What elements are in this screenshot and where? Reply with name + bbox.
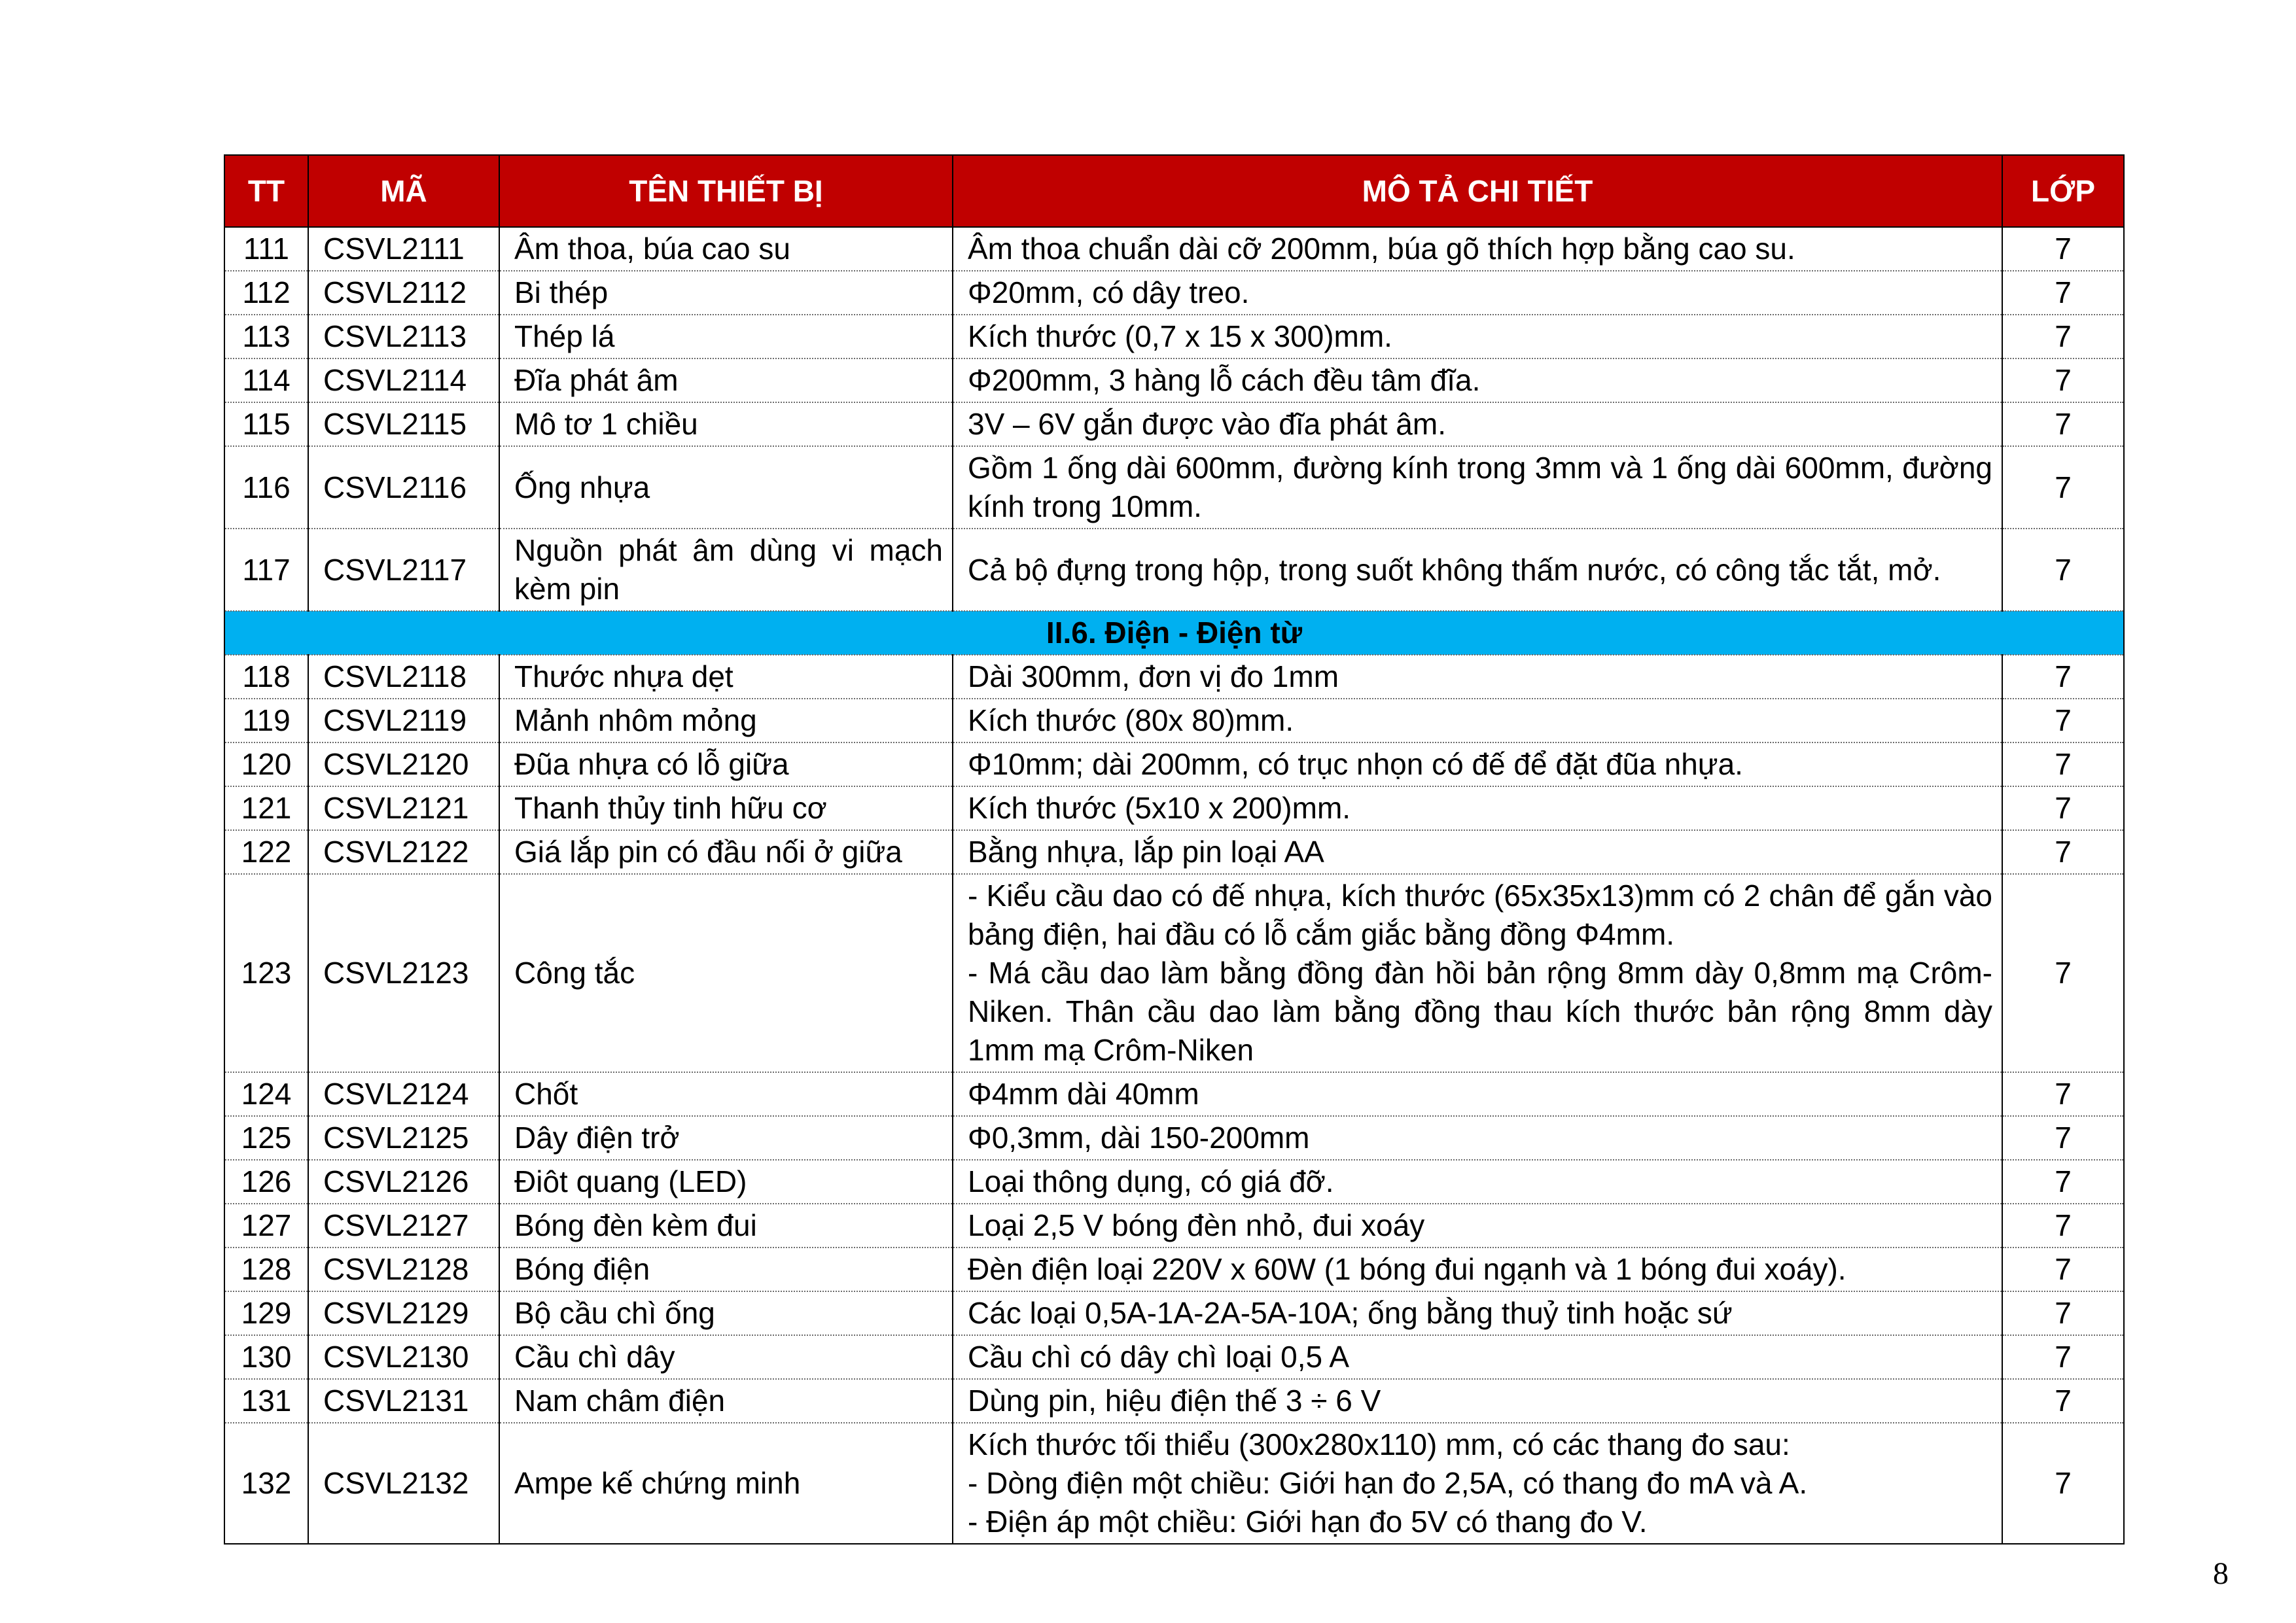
cell-lop: 7 [2002,655,2124,699]
cell-tt: 114 [224,358,308,402]
cell-ten-thiet-bi: Giá lắp pin có đầu nối ở giữa [499,830,953,874]
cell-lop: 7 [2002,315,2124,358]
table-row [224,315,2124,358]
table-row [224,786,2124,830]
cell-ten-thiet-bi: Chốt [499,1072,953,1116]
cell-ma: CSVL2124 [308,1072,499,1116]
description-paragraph: Loại thông dụng, có giá đỡ. [968,1164,1334,1198]
table-row [224,1072,2124,1116]
cell-tt: 130 [224,1335,308,1379]
table-row [224,1204,2124,1248]
cell-ten-thiet-bi: Âm thoa, búa cao su [499,227,953,271]
cell-lop: 7 [2002,402,2124,446]
cell-tt: 113 [224,315,308,358]
cell-mo-ta [953,1248,2002,1291]
cell-tt: 115 [224,402,308,446]
cell-ten-thiet-bi: Nam châm điện [499,1379,953,1423]
cell-ten-thiet-bi: Bộ cầu chì ống [499,1291,953,1335]
cell-tt: 118 [224,655,308,699]
cell-tt: 117 [224,529,308,611]
cell-mo-ta [953,699,2002,742]
description-paragraph: 3V – 6V gắn được vào đĩa phát âm. [968,407,1446,441]
description-paragraph: - Má cầu dao làm bằng đồng đàn hồi bản rộng 8mm dày 0,8mm mạ Crôm-Niken. Thân cầu dao làm bằng đồng thau kích thước bản rộng 8mm dày 1mm mạ Crôm-Niken [968,956,1992,1067]
cell-tt: 121 [224,786,308,830]
table-row [224,699,2124,742]
cell-ten-thiet-bi: Thanh thủy tinh hữu cơ [499,786,953,830]
description-paragraph: Φ20mm, có dây treo. [968,275,1250,309]
description-paragraph: Φ10mm; dài 200mm, có trục nhọn có đế để đặt đũa nhựa. [968,747,1743,781]
cell-tt: 127 [224,1204,308,1248]
cell-tt: 111 [224,227,308,271]
cell-ten-thiet-bi: Công tắc [499,874,953,1072]
table-row [224,1160,2124,1204]
description-paragraph: Loại 2,5 V bóng đèn nhỏ, đui xoáy [968,1208,1425,1242]
table-row [224,742,2124,786]
cell-ma: CSVL2126 [308,1160,499,1204]
cell-mo-ta [953,1116,2002,1160]
cell-ma: CSVL2132 [308,1423,499,1544]
cell-lop: 7 [2002,1291,2124,1335]
cell-ten-thiet-bi: Ống nhựa [499,446,953,529]
description-paragraph: Cả bộ đựng trong hộp, trong suốt không thấm nước, có công tắc tắt, mở. [968,552,1941,587]
header-ma: MÃ [308,155,499,227]
header-row [224,155,2124,227]
cell-tt: 123 [224,874,308,1072]
cell-mo-ta [953,402,2002,446]
cell-mo-ta [953,315,2002,358]
header-ten-thiet-bi: TÊN THIẾT BỊ [499,155,953,227]
cell-ten-thiet-bi: Bóng đèn kèm đui [499,1204,953,1248]
cell-ma: CSVL2115 [308,402,499,446]
cell-mo-ta [953,1204,2002,1248]
description-paragraph: Kích thước tối thiểu (300x280x110) mm, có các thang đo sau: [968,1427,1790,1461]
description-paragraph: Gồm 1 ống dài 600mm, đường kính trong 3mm và 1 ống dài 600mm, đường kính trong 10mm. [968,451,1992,523]
cell-ten-thiet-bi: Cầu chì dây [499,1335,953,1379]
description-paragraph: - Kiểu cầu dao có đế nhựa, kích thước (65x35x13)mm có 2 chân để gắn vào bảng điện, hai đầu có lỗ cắm giắc bằng đồng Φ4mm. [968,879,1992,951]
table-row [224,874,2124,1072]
cell-lop: 7 [2002,699,2124,742]
cell-lop: 7 [2002,446,2124,529]
cell-mo-ta [953,830,2002,874]
table-header [224,155,2124,227]
cell-mo-ta [953,1335,2002,1379]
table-row [224,1291,2124,1335]
table-row [224,402,2124,446]
cell-tt: 122 [224,830,308,874]
cell-mo-ta [953,655,2002,699]
cell-lop: 7 [2002,358,2124,402]
cell-lop: 7 [2002,1335,2124,1379]
cell-lop: 7 [2002,874,2124,1072]
cell-tt: 119 [224,699,308,742]
cell-ma: CSVL2112 [308,271,499,315]
description-paragraph: Âm thoa chuẩn dài cỡ 200mm, búa gõ thích hợp bằng cao su. [968,232,1795,266]
table-row [224,227,2124,271]
cell-mo-ta [953,1291,2002,1335]
table-row [224,446,2124,529]
table-row [224,271,2124,315]
cell-ten-thiet-bi: Nguồn phát âm dùng vi mạch kèm pin [499,529,953,611]
cell-ma: CSVL2117 [308,529,499,611]
description-paragraph: Kích thước (0,7 x 15 x 300)mm. [968,319,1392,353]
cell-tt: 116 [224,446,308,529]
cell-ma: CSVL2131 [308,1379,499,1423]
cell-ten-thiet-bi: Dây điện trở [499,1116,953,1160]
cell-mo-ta [953,358,2002,402]
cell-ma: CSVL2123 [308,874,499,1072]
cell-ten-thiet-bi: Mô tơ 1 chiều [499,402,953,446]
table-row [224,1248,2124,1291]
cell-mo-ta [953,874,2002,1072]
cell-mo-ta [953,271,2002,315]
cell-ma: CSVL2116 [308,446,499,529]
cell-tt: 112 [224,271,308,315]
cell-lop: 7 [2002,1072,2124,1116]
cell-tt: 126 [224,1160,308,1204]
cell-ma: CSVL2119 [308,699,499,742]
cell-ma: CSVL2118 [308,655,499,699]
cell-lop: 7 [2002,1160,2124,1204]
description-paragraph: Dài 300mm, đơn vị đo 1mm [968,659,1339,693]
cell-ma: CSVL2129 [308,1291,499,1335]
cell-lop: 7 [2002,830,2124,874]
cell-lop: 7 [2002,227,2124,271]
table-row [224,1379,2124,1423]
cell-mo-ta [953,1379,2002,1423]
cell-lop: 7 [2002,1116,2124,1160]
description-paragraph: - Dòng điện một chiều: Giới hạn đo 2,5A, có thang đo mA và A. [968,1466,1808,1500]
cell-ten-thiet-bi: Bi thép [499,271,953,315]
header-tt: TT [224,155,308,227]
cell-ten-thiet-bi: Bóng điện [499,1248,953,1291]
cell-mo-ta [953,786,2002,830]
cell-tt: 124 [224,1072,308,1116]
description-paragraph: Φ4mm dài 40mm [968,1077,1199,1111]
cell-tt: 131 [224,1379,308,1423]
cell-lop: 7 [2002,529,2124,611]
cell-ten-thiet-bi: Đũa nhựa có lỗ giữa [499,742,953,786]
cell-mo-ta [953,1072,2002,1116]
cell-ten-thiet-bi: Điôt quang (LED) [499,1160,953,1204]
cell-ma: CSVL2120 [308,742,499,786]
description-paragraph: Φ200mm, 3 hàng lỗ cách đều tâm đĩa. [968,363,1481,397]
cell-lop: 7 [2002,1248,2124,1291]
cell-mo-ta [953,227,2002,271]
cell-mo-ta [953,529,2002,611]
description-paragraph: Các loại 0,5A-1A-2A-5A-10A; ống bằng thuỷ tinh hoặc sứ [968,1296,1733,1330]
cell-ma: CSVL2127 [308,1204,499,1248]
description-paragraph: Kích thước (80x 80)mm. [968,703,1294,737]
table-row [224,1116,2124,1160]
cell-mo-ta [953,742,2002,786]
table-body [224,227,2124,1544]
description-paragraph: Đèn điện loại 220V x 60W (1 bóng đui ngạnh và 1 bóng đui xoáy). [968,1252,1846,1286]
description-paragraph: Bằng nhựa, lắp pin loại AA [968,835,1324,869]
description-paragraph: - Điện áp một chiều: Giới hạn đo 5V có thang đo V. [968,1505,1648,1539]
cell-ma: CSVL2122 [308,830,499,874]
cell-lop: 7 [2002,742,2124,786]
description-paragraph: Dùng pin, hiệu điện thế 3 ÷ 6 V [968,1384,1381,1418]
cell-ma: CSVL2113 [308,315,499,358]
cell-tt: 125 [224,1116,308,1160]
cell-ten-thiet-bi: Mảnh nhôm mỏng [499,699,953,742]
cell-ma: CSVL2114 [308,358,499,402]
cell-ma: CSVL2121 [308,786,499,830]
page-number: 8 [2213,1556,2229,1591]
cell-tt: 120 [224,742,308,786]
cell-ten-thiet-bi: Ampe kế chứng minh [499,1423,953,1544]
description-paragraph: Cầu chì có dây chì loại 0,5 A [968,1340,1350,1374]
table-row [224,830,2124,874]
section-title: II.6. Điện - Điện từ [224,611,2124,655]
cell-ma: CSVL2125 [308,1116,499,1160]
header-lop: LỚP [2002,155,2124,227]
cell-mo-ta [953,446,2002,529]
cell-ten-thiet-bi: Thép lá [499,315,953,358]
cell-tt: 129 [224,1291,308,1335]
cell-ten-thiet-bi: Đĩa phát âm [499,358,953,402]
table-row [224,655,2124,699]
equipment-table [224,154,2125,1544]
cell-tt: 132 [224,1423,308,1544]
cell-ten-thiet-bi: Thước nhựa dẹt [499,655,953,699]
description-paragraph: Kích thước (5x10 x 200)mm. [968,791,1351,825]
cell-tt: 128 [224,1248,308,1291]
cell-lop: 7 [2002,271,2124,315]
cell-lop: 7 [2002,1423,2124,1544]
cell-mo-ta [953,1423,2002,1544]
cell-lop: 7 [2002,1204,2124,1248]
table-row [224,529,2124,611]
table-row [224,358,2124,402]
cell-ma: CSVL2128 [308,1248,499,1291]
description-paragraph: Φ0,3mm, dài 150-200mm [968,1121,1310,1155]
cell-ma: CSVL2111 [308,227,499,271]
cell-mo-ta [953,1160,2002,1204]
cell-lop: 7 [2002,1379,2124,1423]
table-row [224,1423,2124,1544]
cell-lop: 7 [2002,786,2124,830]
table-row [224,1335,2124,1379]
cell-ma: CSVL2130 [308,1335,499,1379]
section-row [224,611,2124,655]
header-mo-ta-chi-tiet: MÔ TẢ CHI TIẾT [953,155,2002,227]
